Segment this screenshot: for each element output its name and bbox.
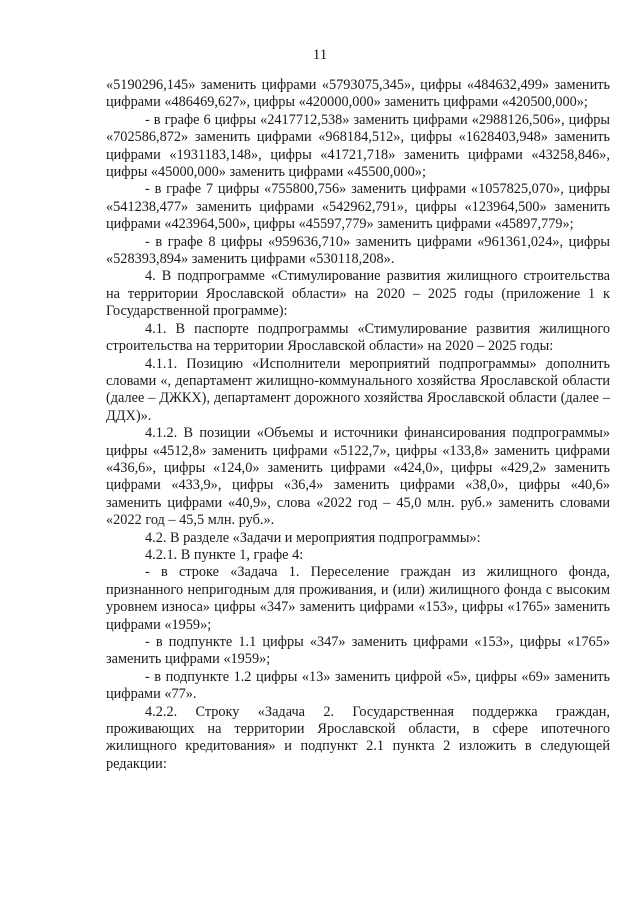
paragraph-section-4-2-1: 4.2.1. В пункте 1, графе 4:	[145, 546, 304, 563]
page-number: 11	[312, 47, 328, 63]
paragraph-subitem-1-1: - в подпункте 1.1 цифры «347» заменить цифрами «153», цифры «1765» заменить цифрами «1959»;	[106, 634, 610, 668]
paragraph-section-4-1: 4.1. В паспорте подпрограммы «Стимулирование развития жилищного строительства на территории Ярославской области» на 2020 – 2025 годы:	[106, 320, 610, 355]
paragraph-task-1-row: - в строке «Задача 1. Переселение граждан из жилищного фонда, признанного непригодным для проживания, и (или) жилищного фонда с высоким уровнем износа» цифры «347» заменить цифрами «153», цифры «1765» заменить цифрами «1959»;	[106, 564, 610, 633]
paragraph-section-4-2: 4.2. В разделе «Задачи и мероприятия подпрограммы»:	[145, 529, 481, 546]
paragraph-section-4-2-2: 4.2.2. Строку «Задача 2. Государственная поддержка граждан, проживающих на территории Ярославской области, в сфере ипотечного жилищного кредитования» и подпункт 2.1 пункта 2 изложить в следующей редакции:	[106, 703, 610, 772]
document-body	[106, 77, 610, 773]
paragraph-section-4-1-1: 4.1.1. Позицию «Исполнители мероприятий подпрограммы» дополнить словами «, департамент жилищно-коммунального хозяйства Ярославской области (далее – ДЖКХ), департамент дорожного хозяйства Ярославской области (далее – ДДХ)».	[106, 355, 610, 424]
paragraph-column-8: - в графе 8 цифры «959636,710» заменить цифрами «961361,024», цифры «528393,894» заменить цифрами «530118,208».	[106, 233, 610, 268]
paragraph-column-7: - в графе 7 цифры «755800,756» заменить цифрами «1057825,070», цифры «541238,477» заменить цифрами «542962,791», цифры «123964,500» заменить цифрами «423964,500», цифры «45597,779» заменить цифрами «45897,779»;	[106, 181, 610, 233]
paragraph-subitem-1-2: - в подпункте 1.2 цифры «13» заменить цифрой «5», цифры «69» заменить цифрами «77».	[106, 668, 610, 703]
paragraph-column-6: - в графе 6 цифры «2417712,538» заменить цифрами «2988126,506», цифры «702586,872» заменить цифрами «968184,512», цифры «1628403,948» заменить цифрами «1931183,148», цифры «41721,718» заменить цифрами «43258,846», цифры «45000,000» заменить цифрами «45500,000»;	[106, 111, 610, 181]
paragraph-section-4: 4. В подпрограмме «Стимулирование развития жилищного строительства на территории Ярославской области» на 2020 – 2025 годы (приложение 1 к Государственной программе):	[106, 268, 610, 320]
paragraph-continuation: «5190296,145» заменить цифрами «5793075,345», цифры «484632,499» заменить цифрами «486469,627», цифры «420000,000» заменить цифрами «420500,000»;	[106, 77, 610, 111]
paragraph-section-4-1-2: 4.1.2. В позиции «Объемы и источники финансирования подпрограммы» цифры «4512,8» заменить цифрами «5122,7», цифры «133,8» заменить цифрами «436,6», цифры «124,0» заменить цифрами «424,0», цифры «429,2» заменить цифрами «433,9», цифры «36,4» заменить цифрами «38,0», цифры «40,6» заменить цифрами «40,9», слова «2022 год – 45,0 млн. руб.» заменить словами «2022 год – 45,5 млн. руб.».	[106, 425, 610, 529]
